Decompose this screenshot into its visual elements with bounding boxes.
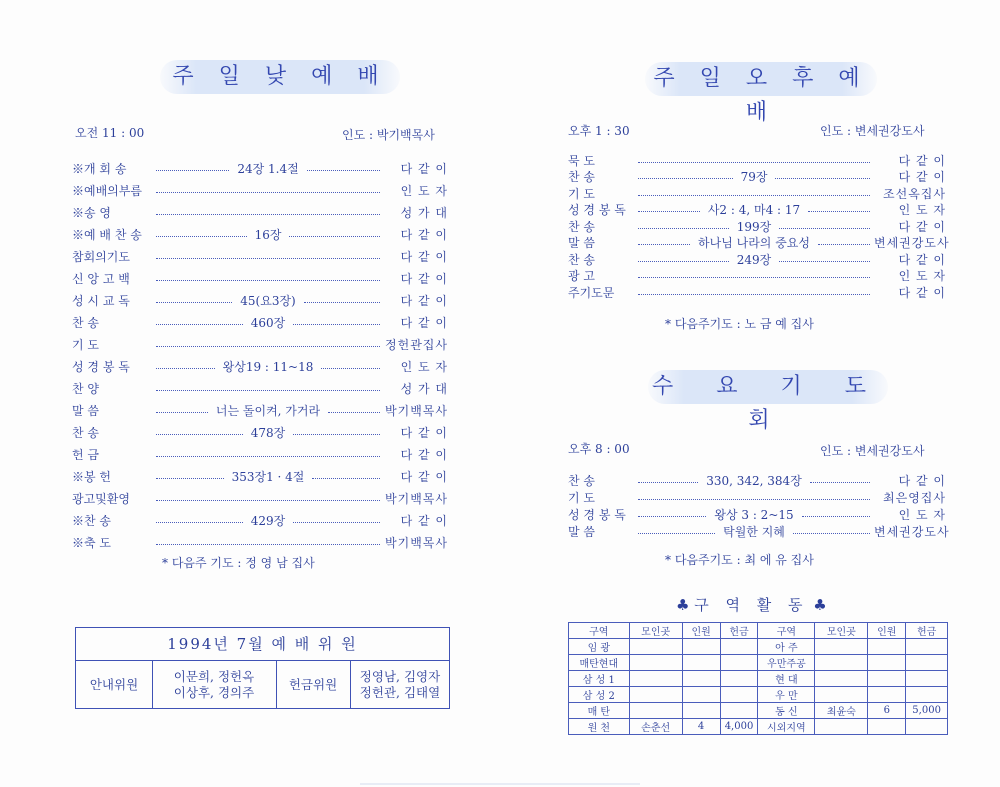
sunday-morning-title: 주 일 낮 예 배 <box>160 60 400 94</box>
order-detail: 79장 <box>740 170 768 184</box>
district-cell: 4,000 <box>720 719 758 735</box>
leader-dots <box>156 544 380 545</box>
district-cell <box>815 719 868 735</box>
order-leader: 다 같 이 <box>898 170 946 184</box>
order-label: 찬 송 <box>72 425 99 440</box>
leader-dots <box>638 482 698 483</box>
district-header-row <box>569 623 948 639</box>
sunday-afternoon-title: 주 일 오 후 예 배 <box>645 62 877 96</box>
order-leader: 정헌관집사 <box>385 337 448 352</box>
order-label: ※봉 헌 <box>72 469 111 484</box>
leader-dots <box>638 277 870 278</box>
district-activity-title <box>676 594 827 615</box>
order-leader: 다 같 이 <box>898 285 946 300</box>
district-cell: 시외지역 <box>758 719 815 735</box>
order-leader: 인 도 자 <box>400 183 448 198</box>
district-cell <box>629 671 682 687</box>
wednesday-prayer-title: 수 요 기 도 회 <box>648 370 888 404</box>
order-leader: 박기백목사 <box>385 535 448 550</box>
order-label: 찬 송 <box>72 315 99 330</box>
district-header-cell: 모인곳 <box>815 623 868 639</box>
order-detail: 왕상19 : 11~18 <box>222 359 314 374</box>
order-label: ※예배의부름 <box>72 183 142 198</box>
district-cell: 아 주 <box>758 639 815 655</box>
order-leader: 인 도 자 <box>898 269 946 283</box>
usher-line-1: 이문희, 정헌옥 <box>173 668 255 684</box>
order-label: ※축 도 <box>72 535 111 550</box>
leader-dots <box>638 294 870 295</box>
order-leader: 다 같 이 <box>400 447 448 462</box>
order-detail: 478장 <box>250 425 286 440</box>
order-detail: 탁월한 지혜 <box>723 524 785 539</box>
order-label: 기 도 <box>568 186 595 201</box>
district-cell <box>720 655 758 671</box>
wednesday-leader: 인도 : 변세권강도사 <box>820 444 925 458</box>
district-cell: 삼 성 2 <box>569 687 630 703</box>
order-leader: 박기백목사 <box>385 491 448 506</box>
leader-dots <box>802 516 870 517</box>
order-row <box>72 268 448 288</box>
order-label: 광고및환영 <box>72 491 130 506</box>
district-cell: 4 <box>682 719 720 735</box>
order-row <box>72 290 448 310</box>
leader-dots <box>156 324 243 325</box>
leader-dots <box>156 456 380 457</box>
usher-line-2: 이상후, 경의주 <box>173 684 255 700</box>
table-row <box>569 639 948 655</box>
club-right-icon: ♣ <box>813 596 827 614</box>
district-cell: 5,000 <box>906 703 948 719</box>
order-label: 찬 양 <box>72 381 99 396</box>
district-cell <box>868 655 906 671</box>
order-label: 성 경 봉 독 <box>568 507 626 522</box>
district-cell: 손춘선 <box>629 719 682 735</box>
order-leader: 다 같 이 <box>400 293 449 308</box>
order-leader: 인 도 자 <box>400 359 449 374</box>
order-label: 신 앙 고 백 <box>72 271 130 286</box>
order-detail: 너는 돌이켜, 가거라 <box>215 403 321 418</box>
offering-line-1: 정영남, 김영자 <box>359 668 441 684</box>
order-row <box>72 334 448 354</box>
district-cell: 우 만 <box>758 687 815 703</box>
right-page <box>500 0 1000 787</box>
table-row <box>569 655 948 671</box>
district-cell: 삼 성 1 <box>569 671 630 687</box>
order-leader: 성 가 대 <box>400 205 448 220</box>
district-cell <box>682 655 720 671</box>
club-left-icon: ♣ <box>676 596 690 614</box>
district-cell: 우만주공 <box>758 655 815 671</box>
table-row <box>569 703 948 719</box>
district-cell <box>906 719 948 735</box>
order-label: 말 씀 <box>568 524 595 539</box>
district-cell <box>815 639 868 655</box>
order-leader: 인 도 자 <box>898 203 946 217</box>
order-label: 찬 송 <box>568 170 595 184</box>
worship-committee-box <box>75 627 450 709</box>
leader-dots <box>638 211 700 212</box>
leader-dots <box>307 170 380 171</box>
order-label: ※찬 송 <box>72 513 111 528</box>
district-header-cell: 헌금 <box>720 623 758 639</box>
order-leader: 다 같 이 <box>898 219 946 234</box>
district-title-text: 구 역 활 동 <box>694 596 809 614</box>
leader-dots <box>156 346 380 347</box>
offering-names <box>350 661 450 708</box>
order-leader: 다 같 이 <box>898 153 946 168</box>
district-cell <box>868 687 906 703</box>
table-row <box>569 687 948 703</box>
district-cell: 원 천 <box>569 719 630 735</box>
district-cell: 매탄현대 <box>569 655 630 671</box>
district-cell <box>868 639 906 655</box>
district-header-cell: 모인곳 <box>629 623 682 639</box>
district-cell: 현 대 <box>758 671 815 687</box>
order-row <box>72 246 448 266</box>
order-row <box>72 202 448 222</box>
order-label: 찬 송 <box>568 219 595 234</box>
leader-dots <box>156 368 215 369</box>
order-leader: 다 같 이 <box>400 513 448 528</box>
order-label: 헌 금 <box>72 447 99 462</box>
order-detail: 45(요3장) <box>240 293 296 308</box>
order-leader: 다 같 이 <box>400 469 448 484</box>
leader-dots <box>638 244 690 245</box>
order-leader: 다 같 이 <box>898 473 947 488</box>
table-row <box>569 671 948 687</box>
order-row <box>72 312 448 332</box>
leader-dots <box>156 500 380 501</box>
order-row <box>72 180 448 200</box>
order-detail: 24장 1.4절 <box>237 161 299 176</box>
district-cell <box>720 671 758 687</box>
order-label: 광 고 <box>568 269 595 283</box>
order-label: 묵 도 <box>568 153 595 168</box>
district-cell <box>720 687 758 703</box>
leader-dots <box>638 499 870 500</box>
usher-names <box>152 661 276 708</box>
order-detail: 왕상 3 : 2~15 <box>714 507 794 522</box>
leader-dots <box>156 170 229 171</box>
district-header-cell: 구역 <box>758 623 815 639</box>
leader-dots <box>779 261 870 262</box>
district-cell: 동 신 <box>758 703 815 719</box>
order-detail: 460장 <box>250 315 286 330</box>
order-label: ※송 영 <box>72 205 111 220</box>
leader-dots <box>779 228 870 229</box>
leader-dots <box>304 302 380 303</box>
district-cell <box>906 671 948 687</box>
district-cell <box>906 655 948 671</box>
district-cell <box>868 671 906 687</box>
order-detail: 353장1 · 4절 <box>231 469 305 484</box>
order-leader: 다 같 이 <box>400 271 448 286</box>
order-row <box>72 422 448 442</box>
district-cell <box>720 703 758 719</box>
leader-dots <box>793 533 870 534</box>
district-cell <box>815 671 868 687</box>
district-cell <box>629 639 682 655</box>
leader-dots <box>638 195 870 196</box>
order-label: 기 도 <box>72 337 99 352</box>
district-cell: 임 광 <box>569 639 630 655</box>
leader-dots <box>810 482 870 483</box>
leader-dots <box>775 178 870 179</box>
leader-dots <box>293 434 380 435</box>
order-leader: 다 같 이 <box>400 227 448 242</box>
order-label: 찬 송 <box>568 252 595 267</box>
order-label: 말 씀 <box>72 403 99 418</box>
order-label: 기 도 <box>568 490 595 505</box>
order-detail: 16장 <box>254 227 282 242</box>
order-leader: 다 같 이 <box>400 425 448 440</box>
order-leader: 다 같 이 <box>400 161 449 176</box>
district-cell <box>629 687 682 703</box>
district-cell <box>906 639 948 655</box>
order-row <box>72 158 448 178</box>
district-header-cell: 헌금 <box>906 623 948 639</box>
order-label: 성 경 봉 독 <box>72 359 130 374</box>
district-cell <box>629 655 682 671</box>
morning-prayer-note: * 다음주 기도 : 정 영 남 집사 <box>162 556 315 570</box>
district-cell <box>682 671 720 687</box>
district-cell <box>720 639 758 655</box>
order-label: 성 시 교 독 <box>72 293 130 308</box>
leader-dots <box>293 324 380 325</box>
wednesday-time: 오후 8 : 00 <box>568 442 630 456</box>
order-detail: 249장 <box>736 252 772 267</box>
offering-line-2: 정헌관, 김태열 <box>359 684 441 700</box>
district-cell <box>682 703 720 719</box>
leader-dots <box>156 434 243 435</box>
afternoon-leader: 인도 : 변세권강도사 <box>820 124 925 138</box>
order-detail: 199장 <box>736 219 772 234</box>
leader-dots <box>156 302 232 303</box>
leader-dots <box>638 178 733 179</box>
order-leader: 성 가 대 <box>400 381 448 396</box>
leader-dots <box>289 236 380 237</box>
wednesday-prayer-note: * 다음주기도 : 최 에 유 집사 <box>665 553 814 567</box>
morning-leader: 인도 : 박기백목사 <box>342 128 435 142</box>
order-detail: 429장 <box>250 513 286 528</box>
district-cell <box>682 687 720 703</box>
district-header-cell: 인원 <box>868 623 906 639</box>
leader-dots <box>808 211 870 212</box>
leader-dots <box>293 522 380 523</box>
leader-dots <box>156 478 224 479</box>
order-detail: 330, 342, 384장 <box>706 473 802 488</box>
order-leader: 최은영집사 <box>883 490 946 505</box>
district-table <box>568 622 948 735</box>
order-row <box>72 444 448 464</box>
leader-dots <box>156 280 380 281</box>
leader-dots <box>156 390 380 391</box>
morning-time: 오전 11 : 00 <box>75 126 145 140</box>
leader-dots <box>638 533 715 534</box>
leader-dots <box>156 236 247 237</box>
leader-dots <box>638 162 870 163</box>
district-header-cell: 인원 <box>682 623 720 639</box>
order-label: 찬 송 <box>568 473 595 488</box>
leader-dots <box>156 192 380 193</box>
order-leader: 다 같 이 <box>898 252 946 267</box>
order-leader: 다 같 이 <box>400 249 448 264</box>
order-row <box>72 532 448 552</box>
order-row <box>72 466 448 486</box>
leader-dots <box>638 261 729 262</box>
order-label: 주기도문 <box>568 285 615 300</box>
order-leader: 다 같 이 <box>400 315 448 330</box>
leader-dots <box>638 228 729 229</box>
district-cell <box>815 655 868 671</box>
order-leader: 박기백목사 <box>385 403 448 418</box>
order-leader: 변세권강도사 <box>874 236 950 250</box>
committee-title: 1994년 7월 예 배 위 원 <box>76 628 449 661</box>
leader-dots <box>156 214 380 215</box>
order-label: 성 경 봉 독 <box>568 203 626 217</box>
leader-dots <box>156 258 380 259</box>
order-leader: 조선옥집사 <box>883 186 946 201</box>
order-row <box>72 488 448 508</box>
district-cell <box>868 719 906 735</box>
afternoon-time: 오후 1 : 30 <box>568 124 630 138</box>
order-leader: 인 도 자 <box>898 507 947 522</box>
order-row <box>72 356 448 376</box>
leader-dots <box>312 478 380 479</box>
order-row <box>72 510 448 530</box>
district-cell <box>629 703 682 719</box>
order-row <box>568 282 946 302</box>
order-row <box>72 378 448 398</box>
order-label: 말 씀 <box>568 236 595 250</box>
leader-dots <box>328 412 380 413</box>
order-label: ※예 배 찬 송 <box>72 227 142 242</box>
leader-dots <box>638 516 706 517</box>
afternoon-prayer-note: * 다음주기도 : 노 금 예 집사 <box>665 317 814 331</box>
leader-dots <box>818 244 870 245</box>
order-detail: 하나님 나라의 중요성 <box>698 236 810 250</box>
district-cell: 6 <box>868 703 906 719</box>
order-row <box>568 521 950 541</box>
order-row <box>72 224 448 244</box>
order-label: ※개 회 송 <box>72 161 127 176</box>
leader-dots <box>321 368 380 369</box>
order-row <box>72 400 448 420</box>
usher-label: 안내위원 <box>89 676 139 692</box>
district-header-cell: 구역 <box>569 623 630 639</box>
leader-dots <box>156 522 243 523</box>
order-detail: 사2 : 4, 마4 : 17 <box>707 203 801 217</box>
district-cell: 최윤숙 <box>815 703 868 719</box>
order-label: 참회의기도 <box>72 249 130 264</box>
order-leader: 변세권강도사 <box>874 524 950 539</box>
district-cell <box>815 687 868 703</box>
district-cell: 매 탄 <box>569 703 630 719</box>
district-cell <box>682 639 720 655</box>
table-row <box>569 719 948 735</box>
leader-dots <box>156 412 208 413</box>
district-cell <box>906 687 948 703</box>
offering-label: 헌금위원 <box>288 676 338 692</box>
